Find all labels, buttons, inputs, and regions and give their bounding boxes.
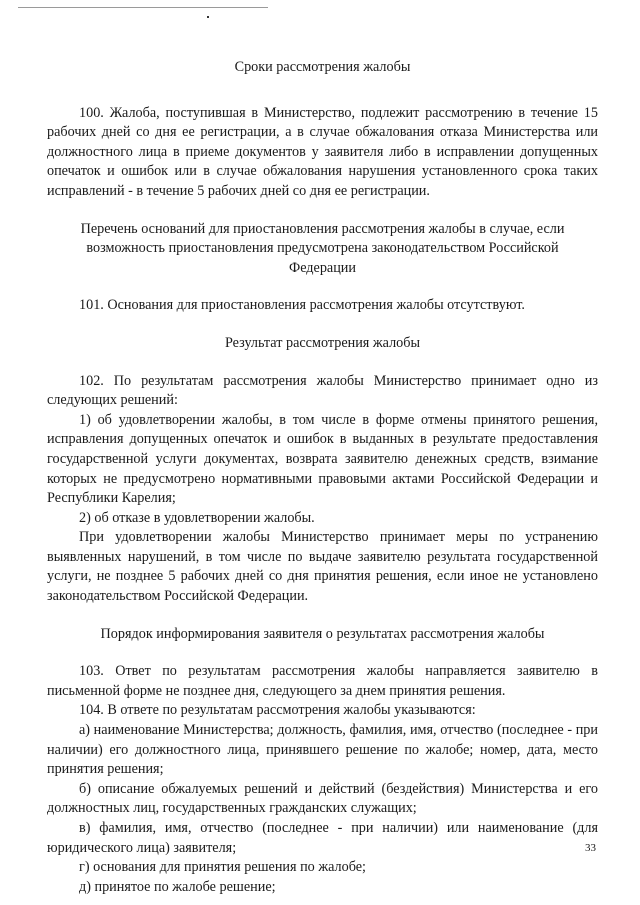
paragraph-101: 101. Основания для приостановления рассмотрения жалобы отсутствуют.: [79, 297, 525, 314]
paragraph-103: 103. Ответ по результатам рассмотрения жалобы направляется заявителю в письменной форме не позднее дня, следующего за днем принятия решения.: [47, 663, 598, 699]
heading-complaint-result: Результат рассмотрения жалобы: [224, 334, 421, 351]
paragraph-102: 102. По результатам рассмотрения жалобы Министерство принимает одно из следующих решений:: [47, 372, 598, 409]
heading-complaint-terms: Сроки рассмотрения жалобы: [234, 59, 411, 75]
paragraph-104: 104. В ответе по результатам рассмотрения жалобы указываются:: [79, 702, 476, 719]
paragraph-104-item-b: б) описание обжалуемых решений и действий (бездействия) Министерства и его должностных лиц, государственных гражданских служащих;: [47, 780, 598, 817]
document-page: [47, 0, 598, 897]
paragraph-102-satisfaction: При удовлетворении жалобы Министерство принимает меры по устранению выявленных нарушений, в том числе по выдаче заявителю результата государственной услуги, не позднее 5 рабочих дней со дня принятия решения, если иное не установлено законодательством Российской Федерации.: [47, 529, 598, 605]
paragraph-102-item-1: 1) об удовлетворении жалобы, в том числе в форме отмены принятого решения, исправления допущенных опечаток и ошибок в выданных в результате предоставления государственной услуги документах, возврата заявителю денежных средств, взимание которых не предусмотрено нормативными правовыми актами Российской Федерации и Республики Карелия;: [47, 411, 598, 507]
heading-inform-applicant: Порядок информирования заявителя о результатах рассмотрения жалобы: [100, 625, 545, 642]
heading-suspension-grounds: Перечень оснований для приостановления рассмотрения жалобы в случае, если возможность приостановления предусмотрена законодательством Российской Федерации: [80, 220, 565, 276]
paragraph-100: 100. Жалоба, поступившая в Министерство, подлежит рассмотрению в течение 15 рабочих дней со дня ее регистрации, а в случае обжалования отказа Министерства или должностного лица в приеме документов у заявителя либо в исправлении допущенных опечаток и ошибок или в случае обжалования нарушения установленного срока таких исправлений - в течение 5 рабочих дней со дня ее регистрации.: [47, 104, 598, 199]
paragraph-104-item-v: в) фамилия, имя, отчество (последнее - при наличии) или наименование (для юридического лица) заявителя;: [47, 820, 598, 856]
page-number: 33: [585, 842, 596, 854]
paragraph-104-item-g: г) основания для принятия решения по жалобе;: [79, 859, 366, 876]
paragraph-102-item-2: 2) об отказе в удовлетворении жалобы.: [79, 509, 315, 526]
paragraph-104-item-a: а) наименование Министерства; должность, фамилия, имя, отчество (последнее - при наличии) его должностного лица, принявшего решение по жалобе; номер, дата, место принятия решения;: [47, 722, 598, 778]
paragraph-104-item-d: д) принятое по жалобе решение;: [79, 878, 276, 895]
